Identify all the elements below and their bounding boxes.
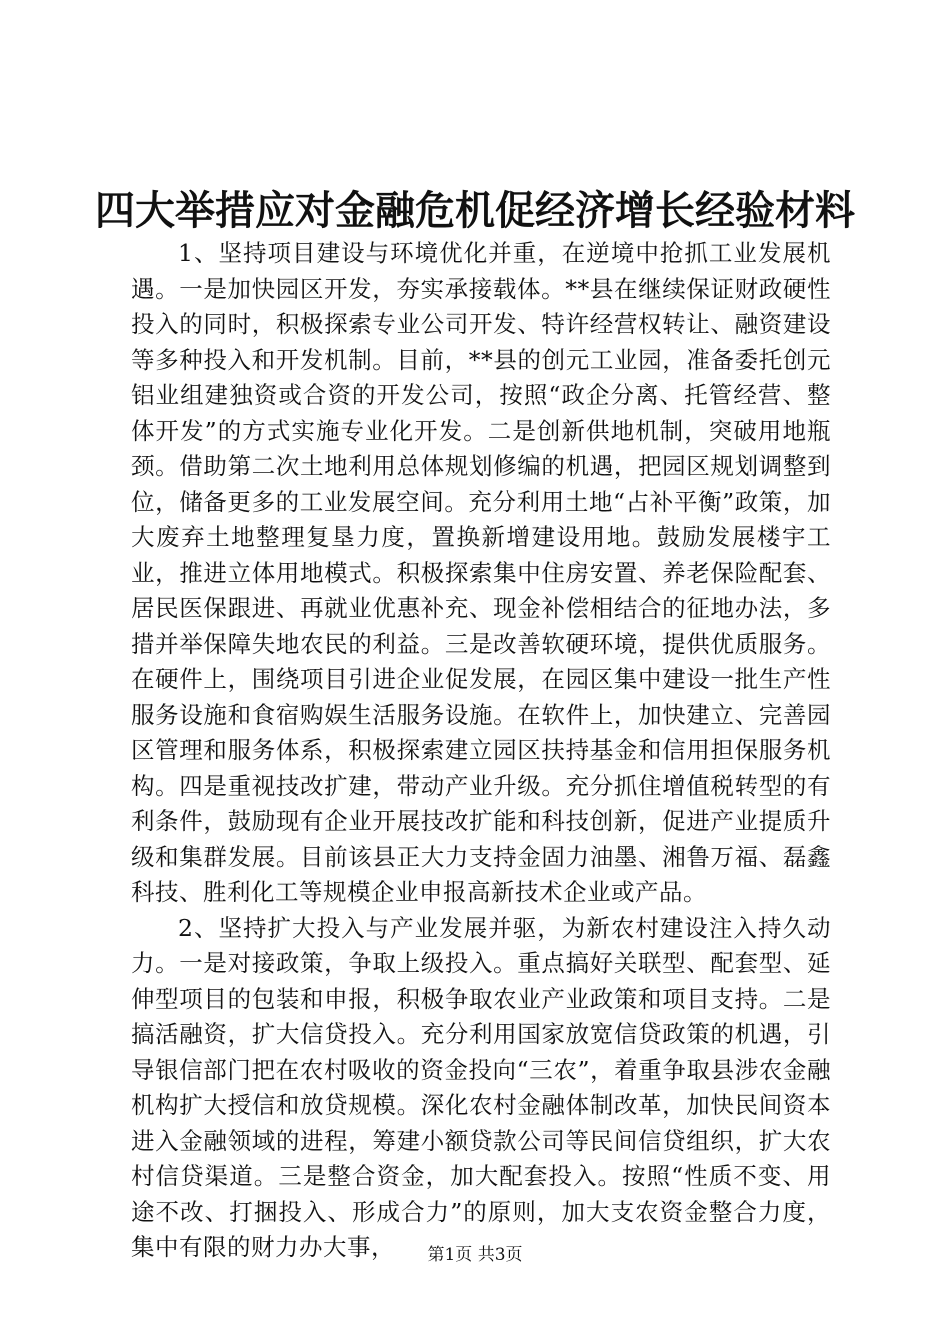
paragraph-1: 1、坚持项目建设与环境优化并重，在逆境中抢抓工业发展机遇。一是加快园区开发，夯实承接载体。**县在继续保证财政硬性投入的同时，积极探索专业公司开发、特许经营权转让、融资建设等多种投入和开发机制。目前，**县的创元工业园，准备委托创元铝业组建独资或合资的开发公司，按照“政企分离、托管经营、整体开发”的方式实施专业化开发。二是创新供地机制，突破用地瓶颈。借助第二次土地利用总体规划修编的机遇，把园区规划调整到位，储备更多的工业发展空间。充分利用土地“占补平衡”政策，加大废弃土地整理复垦力度，置换新增建设用地。鼓励发展楼宇工业，推进立体用地模式。积极探索集中住房安置、养老保险配套、居民医保跟进、再就业优惠补充、现金补偿相结合的征地办法，多措并举保障失地农民的利益。三是改善软硬环境，提供优质服务。在硬件上，围绕项目引进企业促发展，在园区集中建设一批生产性服务设施和食宿购娱生活服务设施。在软件上，加快建立、完善园区管理和服务体系，积极探索建立园区扶持基金和信用担保服务机构。四是重视技改扩建，带动产业升级。充分抓住增值税转型的有利条件，鼓励现有企业开展技改扩能和科技创新，促进产业提质升级和集群发展。目前该县正大力支持金固力油墨、湘鲁万福、磊鑫科技、胜利化工等规模企业申报高新技术企业或产品。 (131, 239, 831, 906)
document-body (131, 236, 831, 1266)
document-title: 四大举措应对金融危机促经济增长经验材料 (95, 187, 855, 234)
page-footer: 第1页 共3页 (427, 1245, 523, 1265)
paragraph-2: 2、坚持扩大投入与产业发展并驱，为新农村建设注入持久动力。一是对接政策，争取上级投入。重点搞好关联型、配套型、延伸型项目的包装和申报，积极争取农业产业政策和项目支持。二是搞活融资，扩大信贷投入。充分利用国家放宽信贷政策的机遇，引导银信部门把在农村吸收的资金投向“三农”，着重争取县涉农金融机构扩大授信和放贷规模。深化农村金融体制改革，加快民间资本进入金融领域的进程，筹建小额贷款公司等民间信贷组织，扩大农村信贷渠道。三是整合资金，加大配套投入。按照“性质不变、用途不改、打捆投入、形成合力”的原则，加大支农资金整合力度，集中有限的财力办大事， (131, 913, 831, 1261)
